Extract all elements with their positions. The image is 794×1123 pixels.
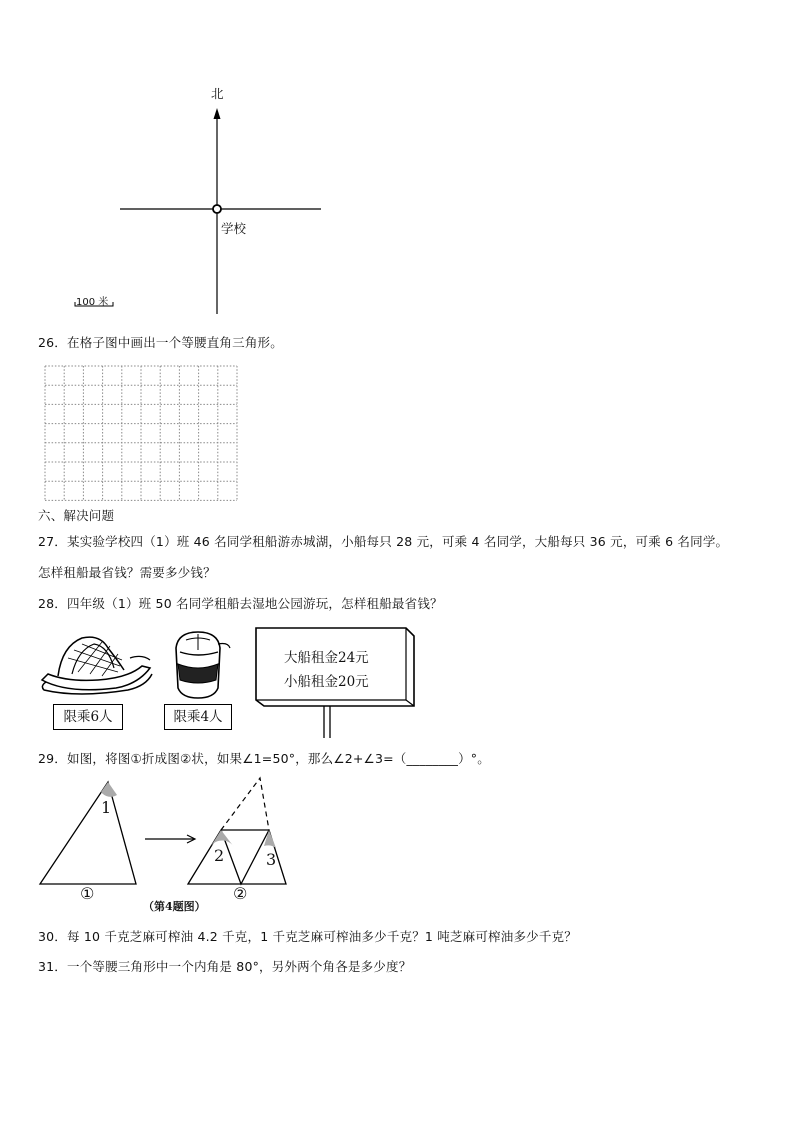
big-boat-illustration (38, 628, 158, 698)
sign-line-big-boat: 大船租金24元 (284, 650, 369, 666)
question-text: 每 10 千克芝麻可榨油 4.2 千克，1 千克芝麻可榨油多少千克？1 吨芝麻可榨油多少千克？ (67, 929, 577, 944)
sign-line-small-boat: 小船租金20元 (284, 674, 369, 690)
question-number: 29． (38, 751, 68, 766)
dotted-grid (44, 365, 244, 500)
figure-2-label: ② (233, 884, 248, 903)
angle-2-mark (211, 830, 234, 847)
question-29 (38, 749, 490, 767)
angle-1-mark (101, 782, 117, 797)
question-26 (38, 333, 283, 351)
figure-caption: （第4题图） (143, 900, 206, 913)
school-point (213, 205, 221, 213)
north-arrow-icon (214, 108, 221, 119)
angle-3-mark (264, 830, 276, 848)
small-boat-capacity: 限乘4人 (164, 704, 232, 730)
question-number: 27． (38, 534, 68, 549)
question-28 (38, 594, 443, 612)
figure-1-label: ① (80, 884, 95, 903)
scale-label: 100 米 (76, 297, 109, 308)
question-text: 一个等腰三角形中一个内角是 80°，另外两个角各是多少度？ (67, 959, 412, 974)
question-text: 如图，将图①折成图②状，如果∠1=50°，那么∠2+∠3=（________）°。 (67, 751, 490, 766)
folded-tip-dashed (221, 778, 269, 830)
angle-3-label: 3 (266, 850, 277, 869)
question-30 (38, 927, 577, 945)
school-label: 学校 (221, 221, 247, 236)
compass-lines (0, 0, 794, 330)
north-label: 北 (211, 86, 224, 101)
question-text: 在格子图中画出一个等腰直角三角形。 (67, 335, 283, 350)
question-number: 28． (38, 596, 68, 611)
small-boat-illustration (164, 628, 234, 703)
folding-triangle-figure (30, 778, 330, 918)
fold-lines (221, 830, 269, 884)
question-number: 31． (38, 959, 68, 974)
question-number: 30． (38, 929, 68, 944)
section-title: 六、解决问题 (38, 508, 115, 523)
big-boat-capacity: 限乘6人 (53, 704, 123, 730)
question-27-line2: 怎样租船最省钱？需要多少钱？ (38, 565, 216, 580)
question-text: 某实验学校四（1）班 46 名同学租船游赤城湖，小船每只 28 元，可乘 4 名同学，大船每只 36 元，可乘 6 名同学。 (67, 534, 729, 549)
triangle-1 (40, 782, 136, 884)
angle-1-label: 1 (101, 798, 112, 817)
question-27-line1 (38, 532, 728, 550)
question-31 (38, 957, 411, 975)
question-text: 四年级（1）班 50 名同学租船去湿地公园游玩，怎样租船最省钱？ (67, 596, 443, 611)
question-number: 26． (38, 335, 68, 350)
angle-2-label: 2 (214, 846, 225, 865)
